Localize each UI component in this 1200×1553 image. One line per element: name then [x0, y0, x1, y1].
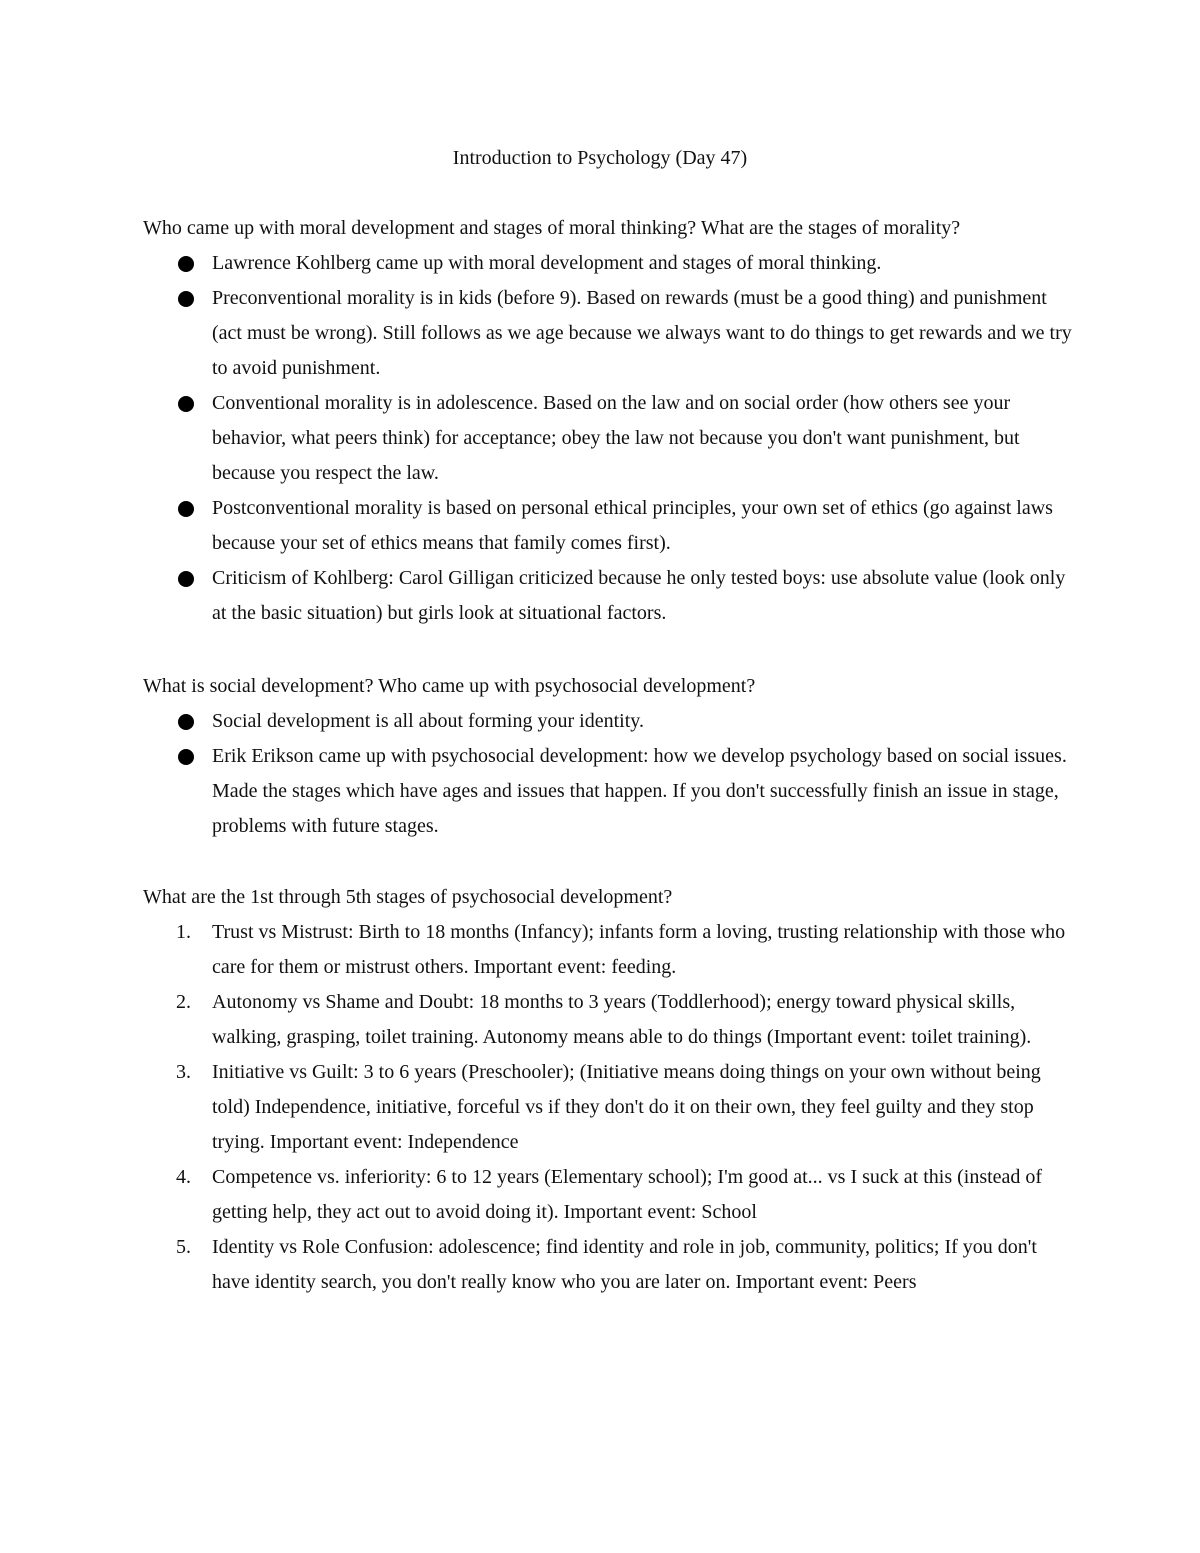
list-item	[143, 915, 1073, 985]
bullet-icon	[178, 256, 194, 272]
list-number: 4.	[176, 1166, 191, 1188]
list-item	[143, 704, 1073, 739]
list-item-text: Autonomy vs Shame and Doubt: 18 months to 3 years (Toddlerhood); energy toward physical skills, walking, grasping, toilet training. Autonomy means able to do things (Important event: toilet training).	[212, 991, 1032, 1048]
list-item-text: Lawrence Kohlberg came up with moral development and stages of moral thinking.	[212, 252, 882, 274]
bullet-icon	[178, 291, 194, 307]
list-item-text: Initiative vs Guilt: 3 to 6 years (Preschooler); (Initiative means doing things on your own without being told) Independence, initiative, forceful vs if they don't do it on their own, they feel guilty and they stop trying. Important event: Independence	[212, 1061, 1041, 1153]
list-item	[143, 1160, 1073, 1230]
list-number: 5.	[176, 1236, 191, 1258]
bullet-list	[143, 246, 1073, 631]
question-psychosocial-stages: What are the 1st through 5th stages of psychosocial development?	[143, 886, 673, 908]
list-number: 3.	[176, 1061, 191, 1083]
list-item	[143, 1230, 1073, 1300]
list-item-text: Identity vs Role Confusion: adolescence; find identity and role in job, community, politics; If you don't have identity search, you don't really know who you are later on. Important event: Peers	[212, 1236, 1037, 1293]
list-item	[143, 386, 1073, 491]
page-title: Introduction to Psychology (Day 47)	[452, 147, 748, 169]
section-social-development	[143, 669, 1073, 844]
question-social-development: What is social development? Who came up with psychosocial development?	[143, 675, 756, 697]
list-item-text: Social development is all about forming your identity.	[212, 710, 644, 732]
list-number: 2.	[176, 991, 191, 1013]
list-item	[143, 739, 1073, 844]
question-moral-development: Who came up with moral development and stages of moral thinking? What are the stages of morality?	[143, 217, 961, 239]
bullet-icon	[178, 501, 194, 517]
bullet-icon	[178, 396, 194, 412]
list-item-text: Erik Erikson came up with psychosocial development: how we develop psychology based on social issues. Made the stages which have ages and issues that happen. If you don't successfully finish an issue in stage, problems with future stages.	[212, 745, 1067, 837]
numbered-list	[143, 915, 1073, 1300]
list-item-text: Postconventional morality is based on personal ethical principles, your own set of ethics (go against laws because your set of ethics means that family comes first).	[212, 497, 1053, 554]
bullet-icon	[178, 749, 194, 765]
list-item	[143, 281, 1073, 386]
list-item	[143, 561, 1073, 631]
list-item-text: Criticism of Kohlberg: Carol Gilligan criticized because he only tested boys: use absolute value (look only at the basic situation) but girls look at situational factors.	[212, 567, 1066, 624]
section-psychosocial-stages	[143, 880, 1073, 1300]
list-item	[143, 985, 1073, 1055]
list-item-text: Conventional morality is in adolescence. Based on the law and on social order (how others see your behavior, what peers think) for acceptance; obey the law not because you don't want punishment, but because you respect the law.	[212, 392, 1020, 484]
list-item-text: Preconventional morality is in kids (before 9). Based on rewards (must be a good thing) and punishment (act must be wrong). Still follows as we age because we always want to do things to get rewards and we try to avoid punishment.	[212, 287, 1072, 379]
section-moral-development	[143, 211, 1073, 631]
list-item	[143, 1055, 1073, 1160]
bullet-icon	[178, 571, 194, 587]
list-item	[143, 246, 1073, 281]
list-item-text: Competence vs. inferiority: 6 to 12 years (Elementary school); I'm good at... vs I suck at this (instead of getting help, they act out to avoid doing it). Important event: School	[212, 1166, 1043, 1223]
list-item	[143, 491, 1073, 561]
bullet-list	[143, 704, 1073, 844]
bullet-icon	[178, 714, 194, 730]
list-item-text: Trust vs Mistrust: Birth to 18 months (Infancy); infants form a loving, trusting relationship with those who care for them or mistrust others. Important event: feeding.	[212, 921, 1066, 978]
list-number: 1.	[176, 921, 191, 943]
